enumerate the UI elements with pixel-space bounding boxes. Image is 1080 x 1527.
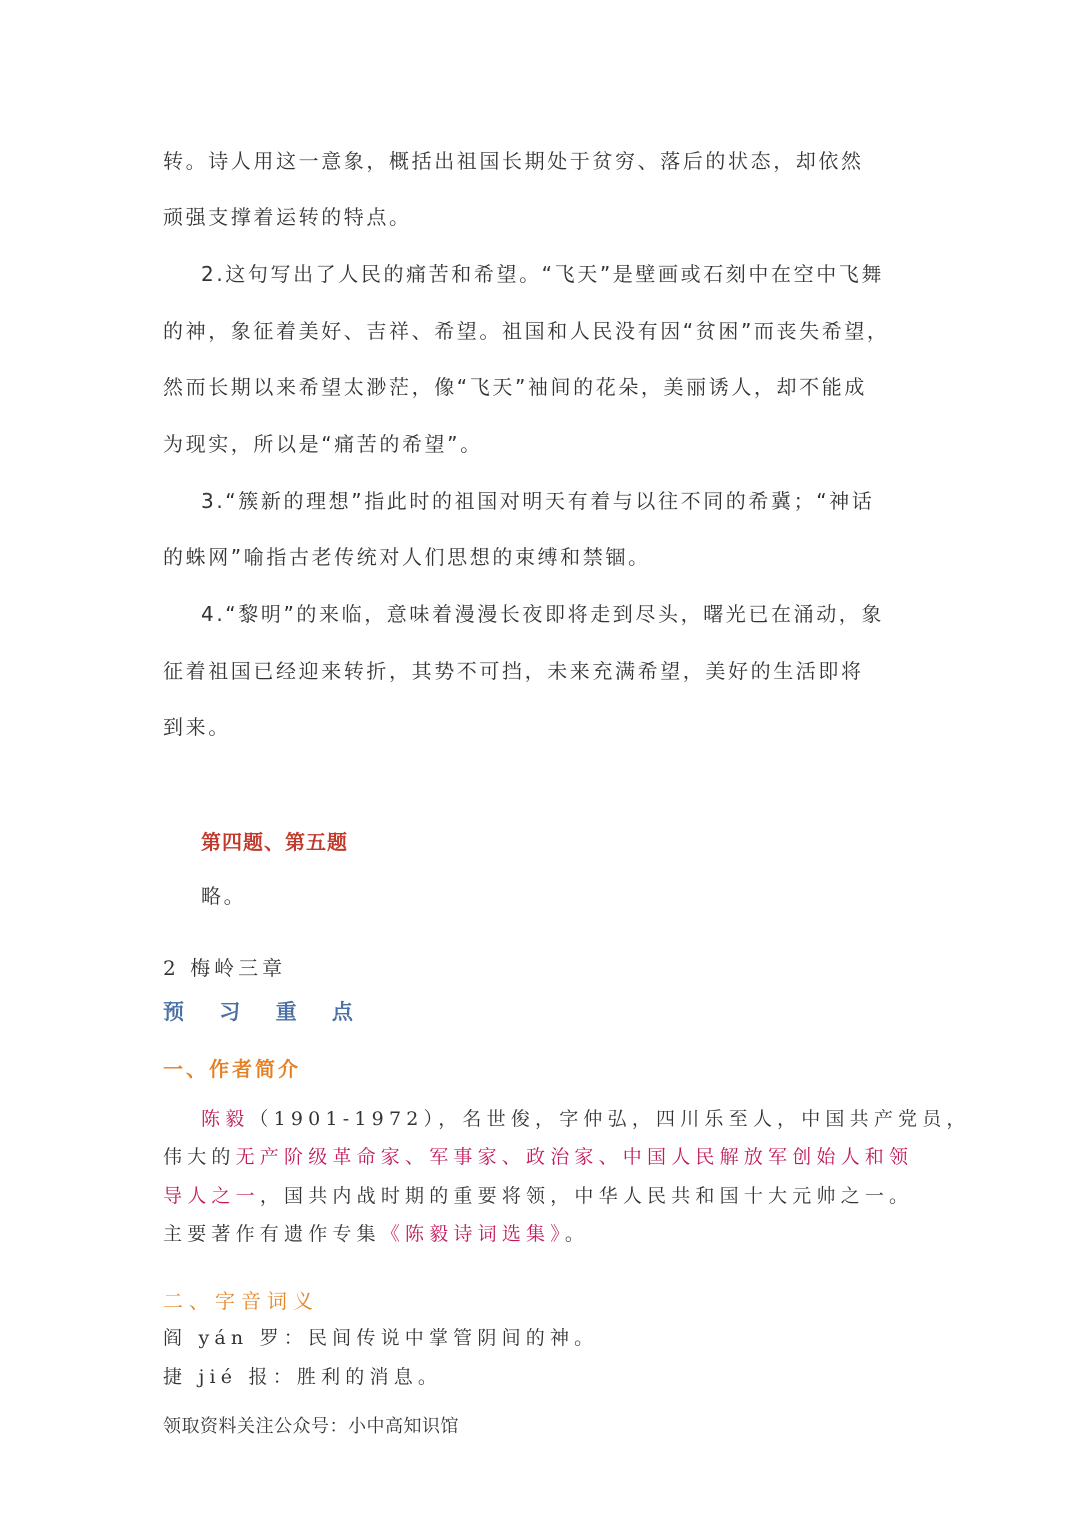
- answer-line: 的神，象征着美好、吉祥、希望。祖国和人民没有因“贫困”而丧失希望，: [163, 319, 890, 343]
- q45-text: 略。: [201, 884, 247, 908]
- answer-line: 顽强支撑着运转的特点。: [163, 205, 412, 229]
- author-line-4: [163, 1219, 589, 1246]
- answer-line: 的蛛网”喻指古老传统对人们思想的束缚和禁锢。: [163, 545, 651, 569]
- author-line-3-rest: ，国共内战时期的重要将领，中华人民共和国十大元帅之一。: [259, 1185, 914, 1207]
- footer-note: 领取资料关注公众号：小中高知识馆: [163, 1416, 459, 1437]
- author-line-3: [163, 1181, 913, 1208]
- author-line-1: [201, 1104, 971, 1131]
- author-line-1-rest: （1901-1972），名世俊，字仲弘，四川乐至人，中国共产党员，: [249, 1108, 971, 1130]
- answer-line: 为现实，所以是“痛苦的希望”。: [163, 432, 483, 456]
- answer-line: 到来。: [163, 715, 231, 739]
- answer-line: 转。诗人用这一意象，概括出祖国长期处于贫穷、落后的状态，却依然: [163, 149, 864, 173]
- preview-heading: 预 习 重 点: [163, 1000, 367, 1024]
- author-titles-highlight: 无产阶级革命家、军事家、政治家、中国人民解放军创始人和领: [235, 1146, 914, 1168]
- vocab-item: 捷 jié 报：胜利的消息。: [163, 1366, 443, 1388]
- vocab-item: 阎 yán 罗：民间传说中掌管阴间的神。: [163, 1327, 599, 1349]
- author-line-2-prefix: 伟大的: [163, 1146, 236, 1168]
- author-section-heading: 一、作者简介: [163, 1057, 301, 1081]
- author-line-4-suffix: 。: [564, 1223, 590, 1245]
- author-works-highlight: 《陈毅诗词选集》: [380, 1223, 565, 1245]
- answer-line: 征着祖国已经迎来转折，其势不可挡，未来充满希望，美好的生活即将: [163, 659, 864, 683]
- answer-line: 4.“黎明”的来临，意味着漫漫长夜即将走到尽头，曙光已在涌动，象: [201, 602, 885, 626]
- author-titles-highlight-end: 导人之一: [163, 1185, 260, 1207]
- lesson-title: 2 梅岭三章: [163, 956, 287, 980]
- answer-line: 3.“簇新的理想”指此时的祖国对明天有着与以往不同的希冀；“神话: [201, 489, 875, 513]
- vocab-section-heading: 二、字音词义: [163, 1289, 319, 1313]
- author-name: 陈毅: [201, 1108, 250, 1130]
- answer-line: 2.这句写出了人民的痛苦和希望。“飞天”是壁画或石刻中在空中飞舞: [201, 262, 885, 286]
- author-line-2: [163, 1142, 913, 1169]
- q45-heading: 第四题、第五题: [201, 830, 348, 854]
- author-line-4-prefix: 主要著作有遗作专集: [163, 1223, 381, 1245]
- answer-line: 然而长期以来希望太渺茫，像“飞天”袖间的花朵，美丽诱人，却不能成: [163, 375, 867, 399]
